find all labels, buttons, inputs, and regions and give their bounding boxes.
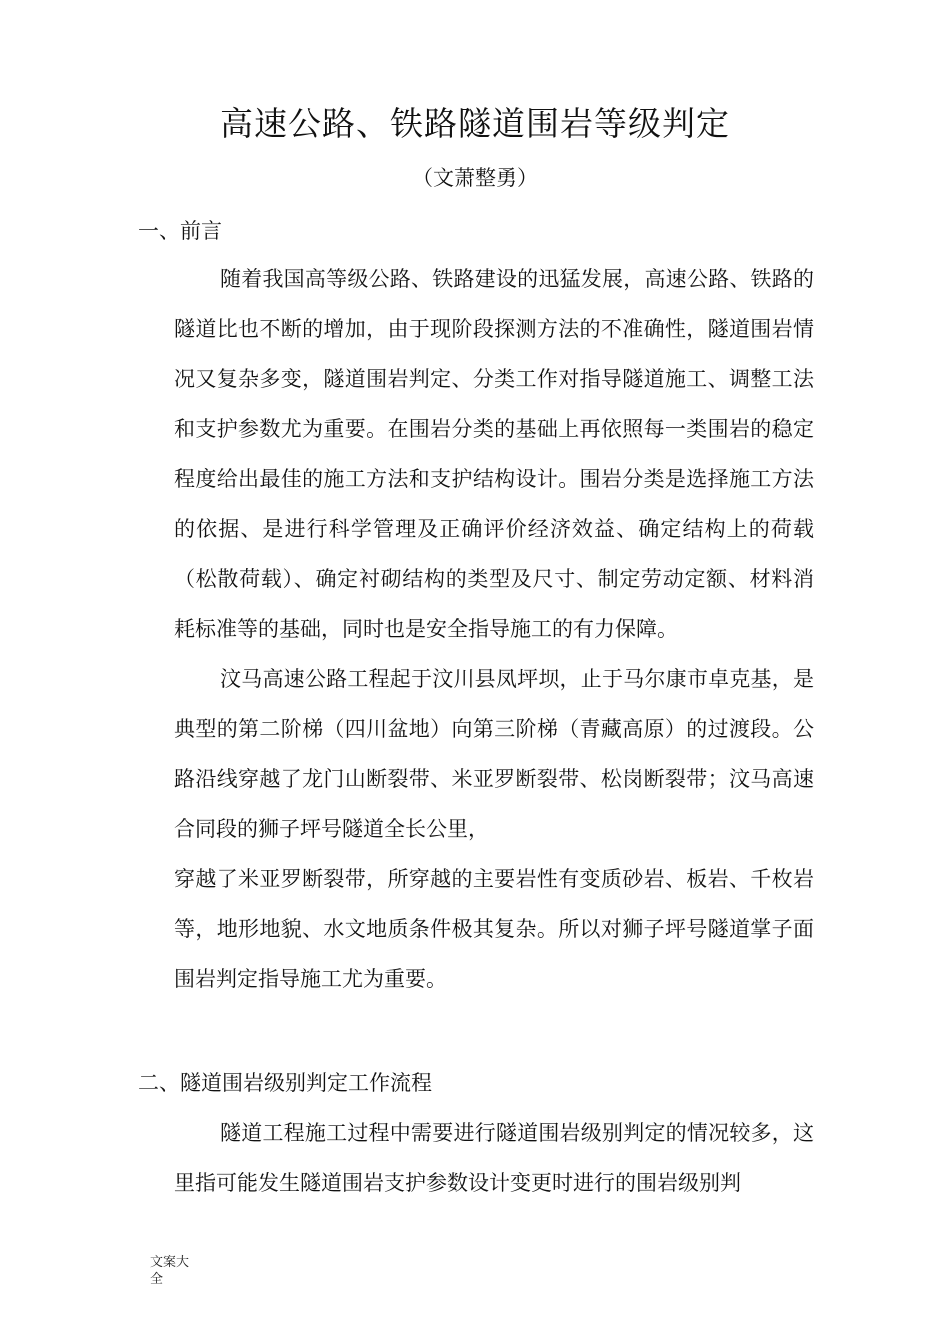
preface-paragraph-2b: 穿越了米亚罗断裂带，所穿越的主要岩性有变质砂岩、板岩、千枚岩等，地形地貌、水文地质条件极其复杂。所以对狮子坪号隧道掌子面围岩判定指导施工尤为重要。 bbox=[174, 867, 814, 991]
workflow-paragraph-1: 隧道工程施工过程中需要进行隧道围岩级别判定的情况较多，这里指可能发生隧道围岩支护参数设计变更时进行的围岩级别判 bbox=[174, 1121, 814, 1195]
section-heading-workflow: 二、隧道围岩级别判定工作流程 bbox=[138, 1071, 432, 1095]
preface-paragraph-2a: 汶马高速公路工程起于汶川县凤坪坝，止于马尔康市卓克基，是典型的第二阶梯（四川盆地）向第三阶梯（青藏高原）的过渡段。公路沿线穿越了龙门山断裂带、米亚罗断裂带、松岗断裂带；汶马高速合同段的狮子坪号隧道全长公里， bbox=[174, 667, 814, 841]
section-preface-body bbox=[174, 254, 814, 1004]
page-footer: 文案大全 bbox=[150, 1255, 190, 1287]
preface-paragraph-1: 随着我国高等级公路、铁路建设的迅猛发展，高速公路、铁路的隧道比也不断的增加，由于现阶段探测方法的不准确性，隧道围岩情况又复杂多变，隧道围岩判定、分类工作对指导隧道施工、调整工法和支护参数尤为重要。在围岩分类的基础上再依照每一类围岩的稳定程度给出最佳的施工方法和支护结构设计。围岩分类是选择施工方法的依据、是进行科学管理及正确评价经济效益、确定结构上的荷载（松散荷载）、确定衬砌结构的类型及尺寸、制定劳动定额、材料消耗标准等的基础，同时也是安全指导施工的有力保障。 bbox=[174, 267, 814, 641]
section-workflow-body bbox=[174, 1108, 814, 1208]
section-heading-preface: 一、前言 bbox=[138, 219, 222, 243]
document-title: 高速公路、铁路隧道围岩等级判定 bbox=[220, 104, 730, 143]
document-subtitle: （文萧整勇） bbox=[412, 166, 538, 190]
